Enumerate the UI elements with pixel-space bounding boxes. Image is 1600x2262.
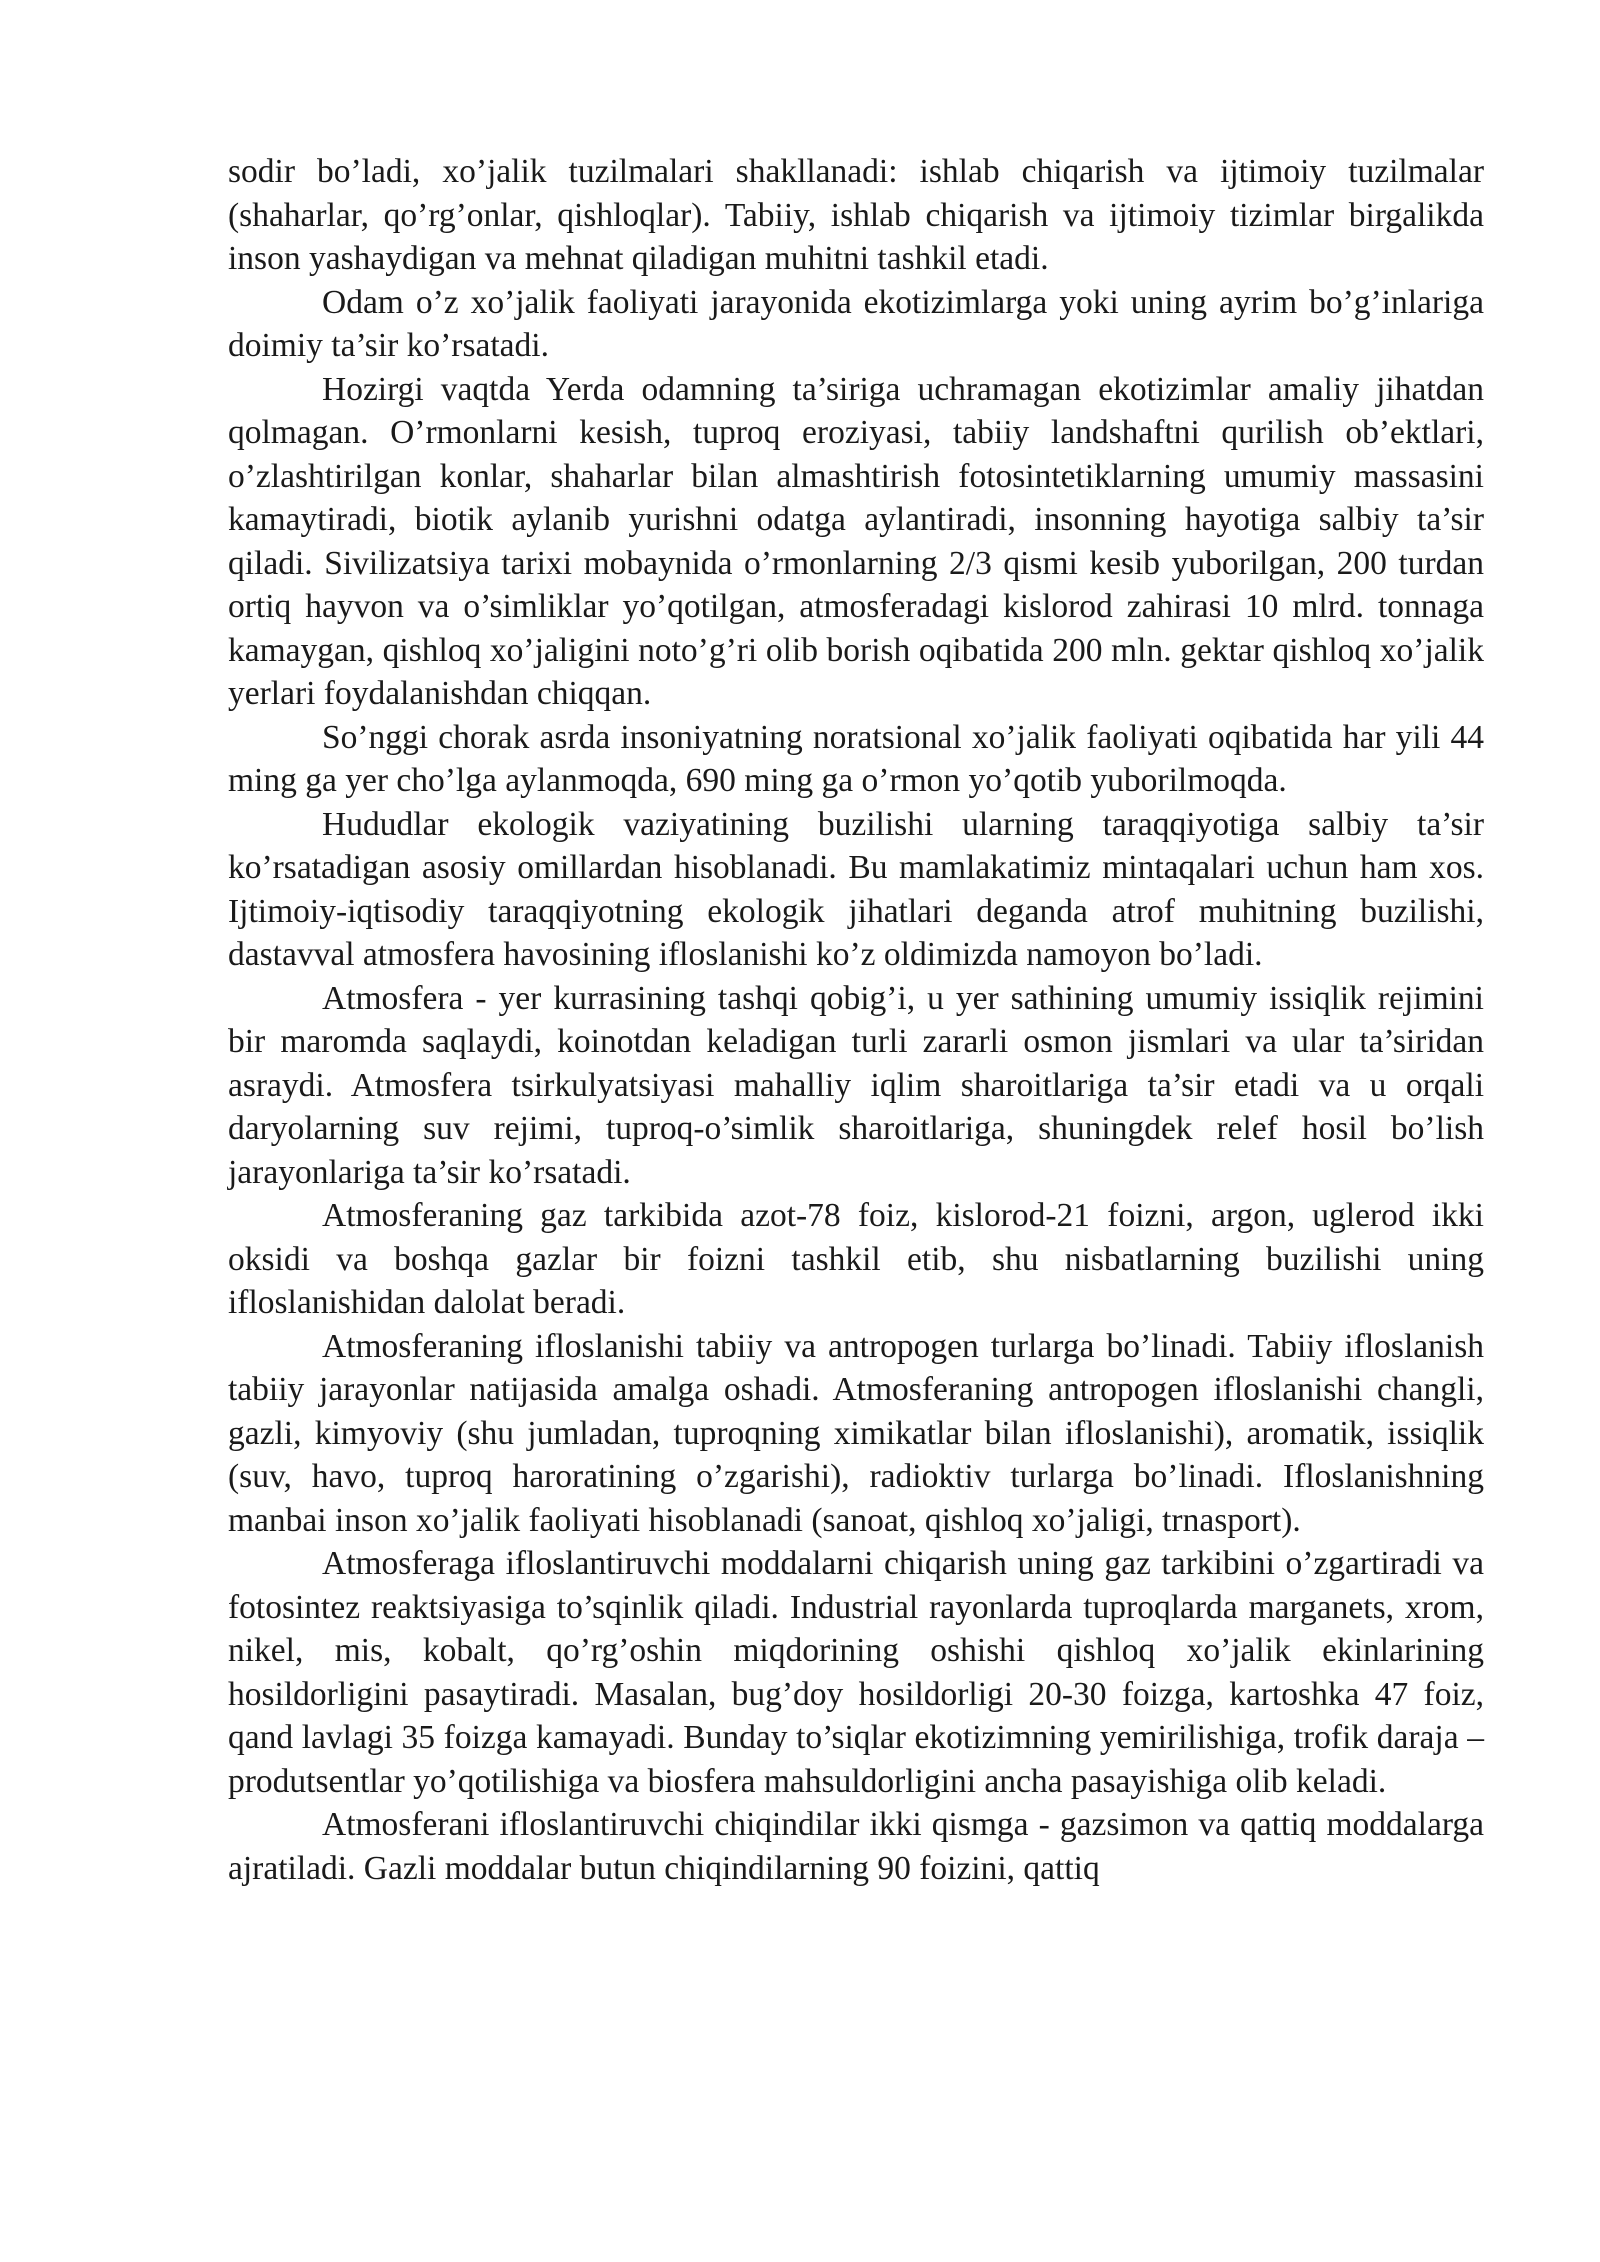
paragraph-pollution-types: Atmosferaning ifloslanishi tabiiy va antropogen turlarga bo’linadi. Tabiiy ifloslanish tabiiy jarayonlar natijasida amalga oshadi. Atmosferaning antropogen ifloslanishi changli, gazli, kimyoviy (shu jumladan, tuproqning ximikatlar bilan ifloslanishi), aromatik, issiqlik (suv, havo, tuproq haroratining o’zgarishi), radioktiv turlarga bo’linadi. Ifloslanishning manbai inson xo’jalik faoliyati hisoblanadi (sanoat, qishloq xo’jaligi, trnasport). [228,1327,1484,1539]
document-body [228,150,1484,1890]
paragraph-regional-ecology: Hududlar ekologik vaziyatining buzilishi ularning taraqqiyotiga salbiy ta’sir ko’rsatadigan asosiy omillardan hisoblanadi. Bu mamlakatimiz mintaqalari uchun ham xos. Ijtimoiy-iqtisodiy taraqqiyotning ekologik jihatlari deganda atrof muhitning buzilishi, dastavval atmosfera havosining ifloslanishi ko’z oldimizda namoyon bo’ladi. [228,805,1484,973]
paragraph-desertification: So’nggi chorak asrda insoniyatning noratsional xo’jalik faoliyati oqibatida har yili 44 ming ga yer cho’lga aylanmoqda, 690 ming ga o’rmon yo’qotib yuborilmoqda. [228,718,1484,799]
paragraph-continuation: sodir bo’ladi, xo’jalik tuzilmalari shakllanadi: ishlab chiqarish va ijtimoiy tuzilmalar (shaharlar, qo’rg’onlar, qishloqlar). Tabiiy, ishlab chiqarish va ijtimoiy tizimlar birgalikda inson yashaydigan va mehnat qiladigan muhitni tashkil etadi. [228,153,1484,277]
paragraph-gas-composition: Atmosferaning gaz tarkibida azot-78 foiz, kislorod-21 foizni, argon, uglerod ikki oksidi va boshqa gazlar bir foizni tashkil etib, shu nisbatlarning buzilishi uning ifloslanishidan dalolat beradi. [228,1197,1484,1321]
paragraph-human-impact: Odam o’z xo’jalik faoliyati jarayonida ekotizimlarga yoki uning ayrim bo’g’inlariga doimiy ta’sir ko’rsatadi. [228,283,1484,364]
paragraph-atmosphere-definition: Atmosfera - yer kurrasining tashqi qobig’i, u yer sathining umumiy issiqlik rejimini bir maromda saqlaydi, koinotdan keladigan turli zararli osmon jismlari va ular ta’siridan asraydi. Atmosfera tsirkulyatsiyasi mahalliy iqlim sharoitlariga ta’sir etadi va u orqali daryolarning suv rejimi, tuproq-o’simlik sharoitlariga, shuningdek relef hosil bo’lish jarayonlariga ta’sir ko’rsatadi. [228,979,1484,1191]
paragraph-pollutant-effects: Atmosferaga ifloslantiruvchi moddalarni chiqarish uning gaz tarkibini o’zgartiradi va fotosintez reaktsiyasiga to’sqinlik qiladi. Industrial rayonlarda tuproqlarda marganets, xrom, nikel, mis, kobalt, qo’rg’oshin miqdorining oshishi qishloq xo’jalik ekinlarining hosildorligini pasaytiradi. Masalan, bug’doy hosildorligi 20-30 foizga, kartoshka 47 foiz, qand lavlagi 35 foizga kamayadi. Bunday to’siqlar ekotizimning yemirilishiga, trofik daraja – produtsentlar yo’qotilishiga va biosfera mahsuldorligini ancha pasayishiga olib keladi. [228,1545,1484,1800]
paragraph-waste-categories: Atmosferani ifloslantiruvchi chiqindilar ikki qismga - gazsimon va qattiq moddalarga ajratiladi. Gazli moddalar butun chiqindilarning 90 foizini, qattiq [228,1806,1484,1887]
paragraph-ecosystem-loss: Hozirgi vaqtda Yerda odamning ta’siriga uchramagan ekotizimlar amaliy jihatdan qolmagan. O’rmonlarni kesish, tuproq eroziyasi, tabiiy landshaftni qurilish ob’ektlari, o’zlashtirilgan konlar, shaharlar bilan almashtirish fotosintetiklarning umumiy massasini kamaytiradi, biotik aylanib yurishni odatga aylantiradi, insonning hayotiga salbiy ta’sir qiladi. Sivilizatsiya tarixi mobaynida o’rmonlarning 2/3 qismi kesib yuborilgan, 200 turdan ortiq hayvon va o’simliklar yo’qotilgan, atmosferadagi kislorod zahirasi 10 mlrd. tonnaga kamaygan, qishloq xo’jaligini noto’g’ri olib borish oqibatida 200 mln. gektar qishloq xo’jalik yerlari foydalanishdan chiqqan. [228,370,1484,712]
